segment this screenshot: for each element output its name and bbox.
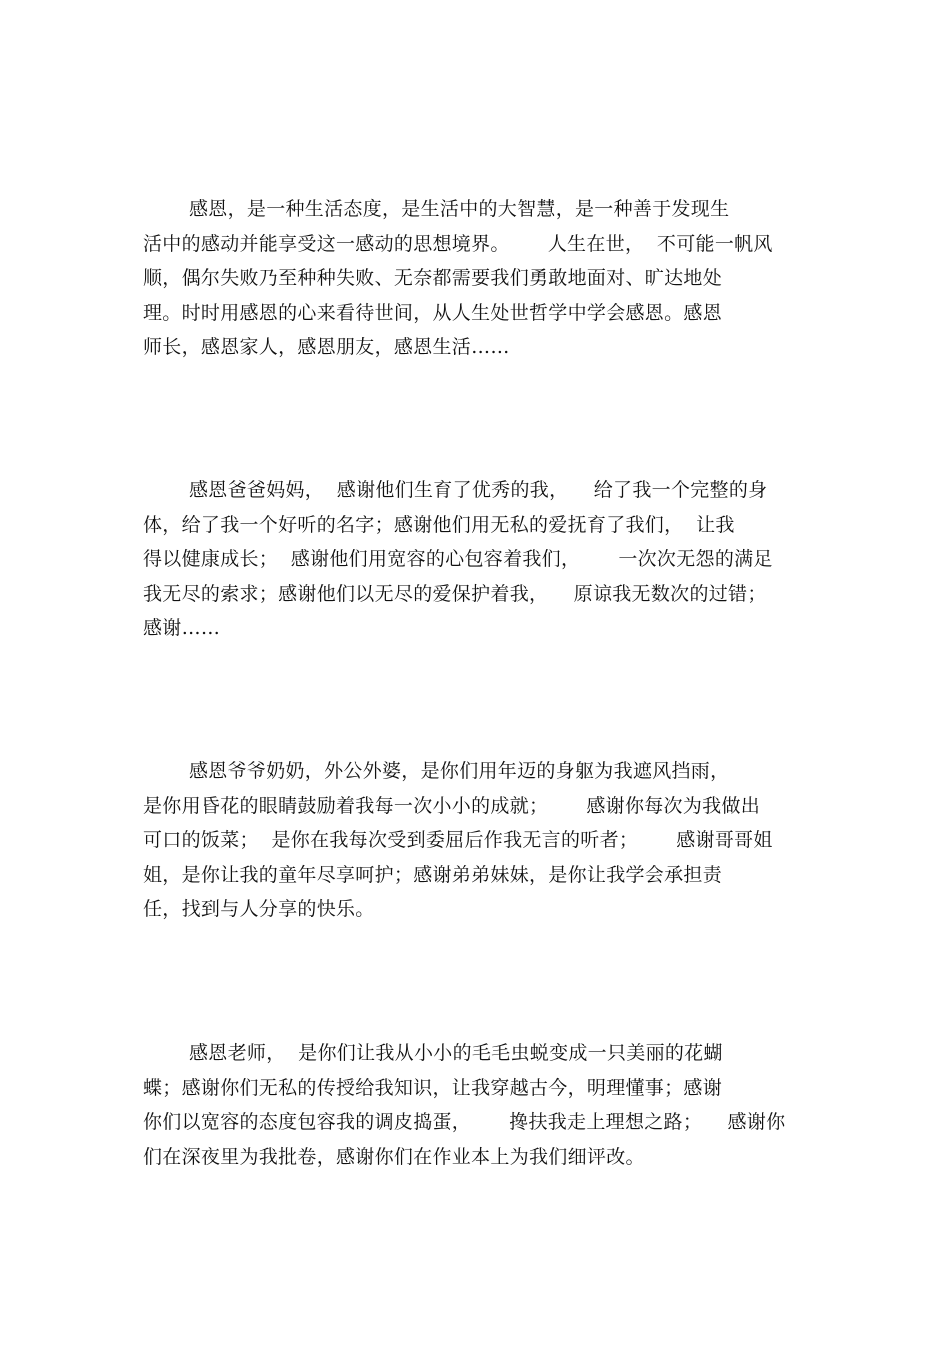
paragraph-line: 活中的感动并能享受这一感动的思想境界。 人生在世， 不可能一帆风 xyxy=(143,232,773,255)
paragraph-gratitude-family xyxy=(143,754,808,927)
paragraph-gratitude-teachers xyxy=(143,1036,808,1174)
paragraph-line: 顺，偶尔失败乃至种种失败、无奈都需要我们勇敢地面对、旷达地处 xyxy=(143,267,723,289)
paragraph-line: 体，给了我一个好听的名字；感谢他们用无私的爱抚育了我们， 让我 xyxy=(143,513,735,536)
paragraph-line: 得以健康成长； 感谢他们用宽容的心包容着我们， 一次次无怨的满足 xyxy=(143,548,773,570)
paragraph-line: 感谢…… xyxy=(143,617,221,639)
paragraph-line: 师长，感恩家人，感恩朋友，感恩生活…… xyxy=(143,336,510,358)
paragraph-gratitude-intro xyxy=(143,192,808,365)
paragraph-line: 理。时时用感恩的心来看待世间，从人生处世哲学中学会感恩。感恩 xyxy=(143,301,723,324)
paragraph-line: 蝶；感谢你们无私的传授给我知识，让我穿越古今，明理懂事；感谢 xyxy=(143,1076,723,1099)
paragraph-line: 任，找到与人分享的快乐。 xyxy=(143,898,375,920)
paragraph-line: 感恩，是一种生活态度，是生活中的大智慧，是一种善于发现生 xyxy=(189,198,730,220)
paragraph-gratitude-parents xyxy=(143,473,808,646)
paragraph-line: 感恩老师， 是你们让我从小小的毛毛虫蜕变成一只美丽的花蝴 xyxy=(189,1042,723,1064)
paragraph-line: 你们以宽容的态度包容我的调皮捣蛋， 搀扶我走上理想之路； 感谢你 xyxy=(143,1111,786,1133)
paragraph-line: 可口的饭菜； 是你在我每次受到委屈后作我无言的听者； 感谢哥哥姐 xyxy=(143,829,773,851)
paragraph-line: 是你用昏花的眼睛鼓励着我每一次小小的成就； 感谢你每次为我做出 xyxy=(143,794,761,817)
paragraph-line: 感恩爷爷奶奶，外公外婆，是你们用年迈的身躯为我遮风挡雨， xyxy=(189,760,730,782)
paragraph-line: 感恩爸爸妈妈， 感谢他们生育了优秀的我， 给了我一个完整的身 xyxy=(189,479,768,501)
paragraph-line: 我无尽的索求；感谢他们以无尽的爱保护着我， 原谅我无数次的过错； xyxy=(143,582,767,605)
paragraph-line: 们在深夜里为我批卷，感谢你们在作业本上为我们细评改。 xyxy=(143,1145,645,1168)
paragraph-line: 姐，是你让我的童年尽享呵护；感谢弟弟妹妹，是你让我学会承担责 xyxy=(143,863,723,886)
